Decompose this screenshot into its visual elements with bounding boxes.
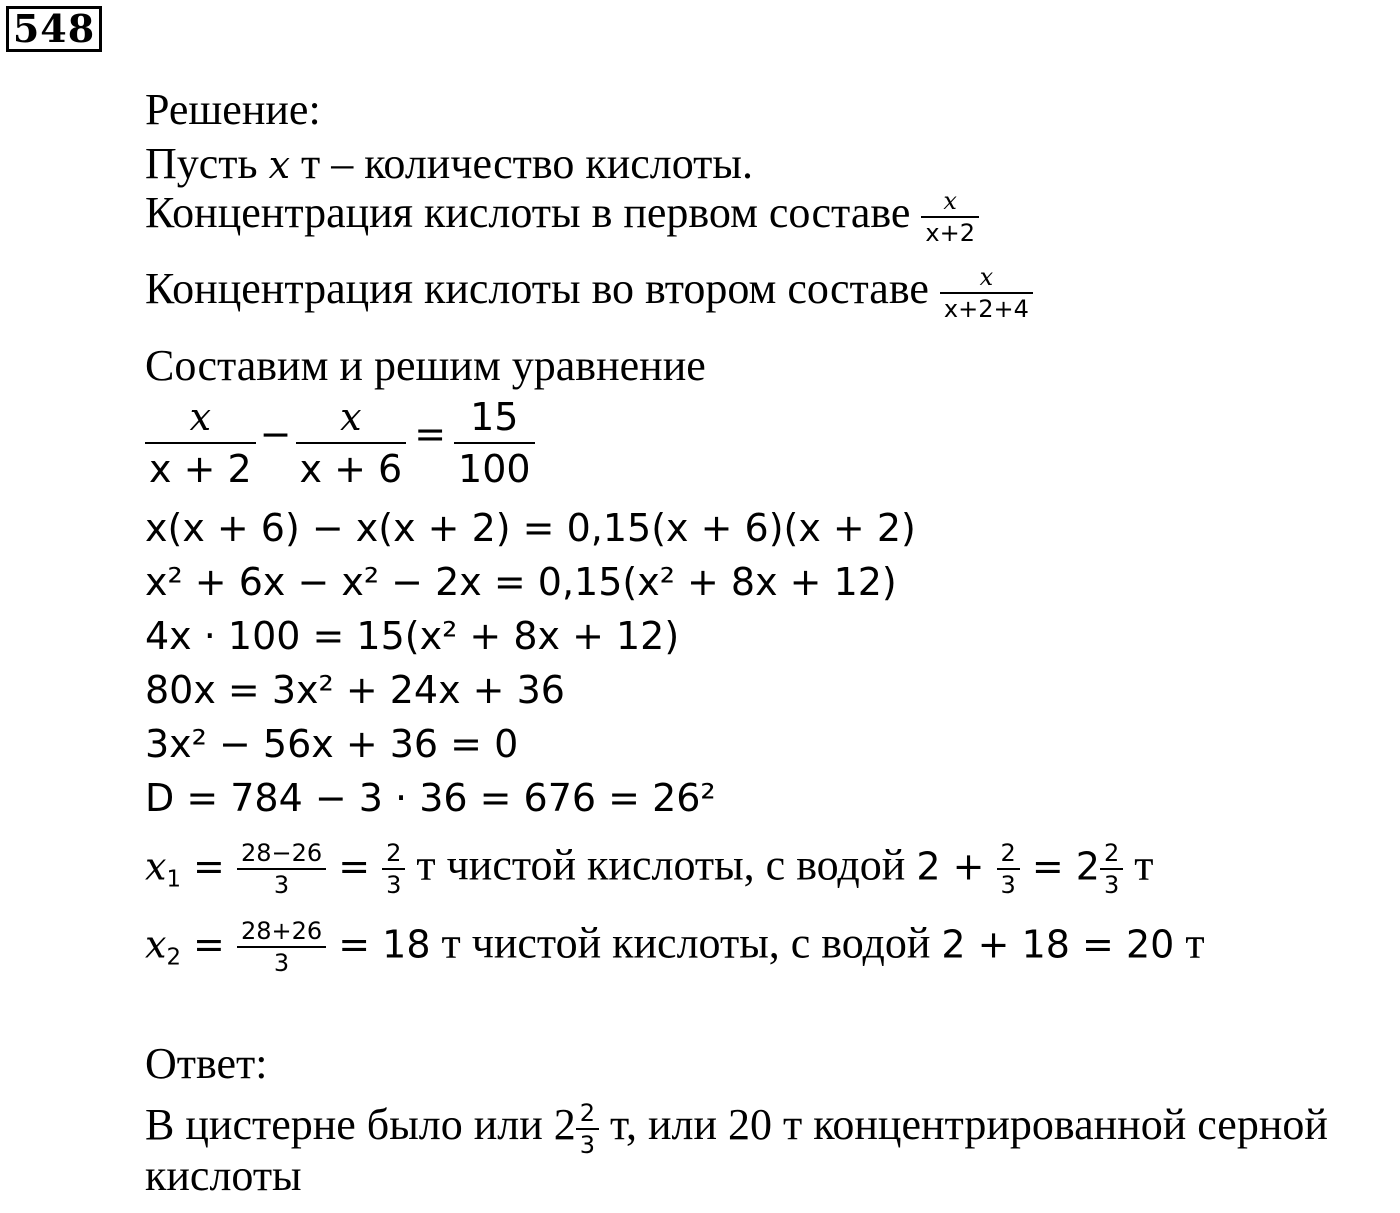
conc1-line (145, 186, 979, 248)
problem-number: 548 (6, 6, 102, 52)
x1-f2-den: 3 (386, 871, 402, 899)
answer-text-b: т, или 20 т концентрированной серной (599, 1100, 1328, 1150)
x1-f1-num: 28−26 (237, 838, 326, 870)
step-4: 80x = 3x² + 24x + 36 (145, 668, 565, 712)
x2-f1-num: 28+26 (237, 916, 326, 948)
eq-fraction-3 (454, 392, 535, 494)
answer-text-a: В цистерне было или 2 (145, 1100, 576, 1150)
step-6: D = 784 − 3 · 36 = 676 = 26² (145, 776, 716, 820)
x1-frac-2 (382, 838, 405, 900)
x1-sum: 2 + (916, 844, 997, 889)
eq-f3-num: 15 (454, 392, 535, 444)
conc2-den: x+2+4 (943, 295, 1029, 323)
x1-f1-den: 3 (273, 871, 290, 899)
x1-f4-den: 3 (1104, 871, 1120, 899)
eq-equals: = (414, 411, 447, 456)
x1-frac-1 (237, 838, 326, 900)
eq-f2-num: x (296, 392, 407, 444)
eq-minus: − (259, 411, 292, 456)
answer-label: Ответ: (145, 1039, 268, 1088)
conc2-num: x (940, 262, 1033, 294)
step-3: 4x · 100 = 15(x² + 8x + 12) (145, 614, 680, 658)
eq-fraction-2 (296, 392, 407, 494)
x1-text: т чистой кислоты, с водой (405, 840, 917, 890)
solution-label: Решение: (145, 85, 321, 134)
x1-sub: 1 (166, 866, 181, 893)
main-equation (145, 392, 535, 494)
x2-sum: 2 + 18 = 20 (941, 922, 1175, 967)
answer-line (145, 1098, 1328, 1160)
x2-unit: т (1174, 918, 1205, 968)
let-text-b: т – количество кислоты. (290, 139, 753, 188)
x2-f1-den: 3 (273, 949, 290, 977)
conc1-fraction (921, 186, 979, 248)
x1-line: $x_1$ = $\frac{28-26}{3}$ = $\frac{2}{3}$ т чистой кислоты, с водой 2 + $\frac{2}{3}$ = 2 $\frac{2}{3}$ т (145, 839, 1154, 899)
x1-var: x (145, 844, 167, 889)
x2-frac-1 (237, 916, 326, 978)
eq-fraction-1 (145, 392, 256, 494)
conc2-fraction (940, 262, 1033, 324)
conc2-line (145, 262, 1033, 324)
x2-sub: 2 (166, 944, 181, 971)
conc1-num: x (921, 186, 979, 218)
compose-line: Составим и решим уравнение (145, 341, 706, 390)
x1-frac-3 (997, 838, 1020, 900)
conc1-den: x+2 (925, 219, 975, 247)
x2-val: = 18 (326, 922, 431, 967)
eq-f3-den: 100 (458, 447, 531, 491)
let-line (145, 138, 753, 191)
x1-frac-4 (1100, 838, 1123, 900)
eq-f2-den: x + 6 (299, 447, 403, 491)
answer-den: 3 (579, 1131, 596, 1159)
eq-f1-num: x (145, 392, 256, 444)
conc2-text: Концентрация кислоты во втором составе (145, 264, 940, 313)
x1-f4-num: 2 (1100, 838, 1123, 870)
step-1: x(x + 6) − x(x + 2) = 0,15(x + 6)(x + 2) (145, 506, 916, 550)
eq-f1-den: x + 2 (149, 447, 252, 491)
answer-fraction (576, 1098, 599, 1160)
x2-line: $x_2$ = $\frac{28+26}{3}$ = 18 т чистой кислоты, с водой 2 + 18 = 20 т (145, 917, 1205, 977)
x1-f3-den: 3 (1000, 871, 1016, 899)
x2-var: x (145, 922, 167, 967)
step-2: x² + 6x − x² − 2x = 0,15(x² + 8x + 12) (145, 560, 897, 604)
answer-num: 2 (576, 1098, 599, 1130)
let-text-a: Пусть (145, 139, 269, 188)
x2-text: т чистой кислоты, с водой (430, 918, 942, 968)
answer-line-2: кислоты (145, 1151, 302, 1200)
conc1-text: Концентрация кислоты в первом составе (145, 188, 922, 237)
x1-f3-num: 2 (997, 838, 1020, 870)
let-var: x (268, 143, 291, 187)
x1-unit: т (1123, 840, 1154, 890)
x1-eq: = 2 (1019, 844, 1100, 889)
step-5: 3x² − 56x + 36 = 0 (145, 722, 519, 766)
x1-f2-num: 2 (382, 838, 405, 870)
